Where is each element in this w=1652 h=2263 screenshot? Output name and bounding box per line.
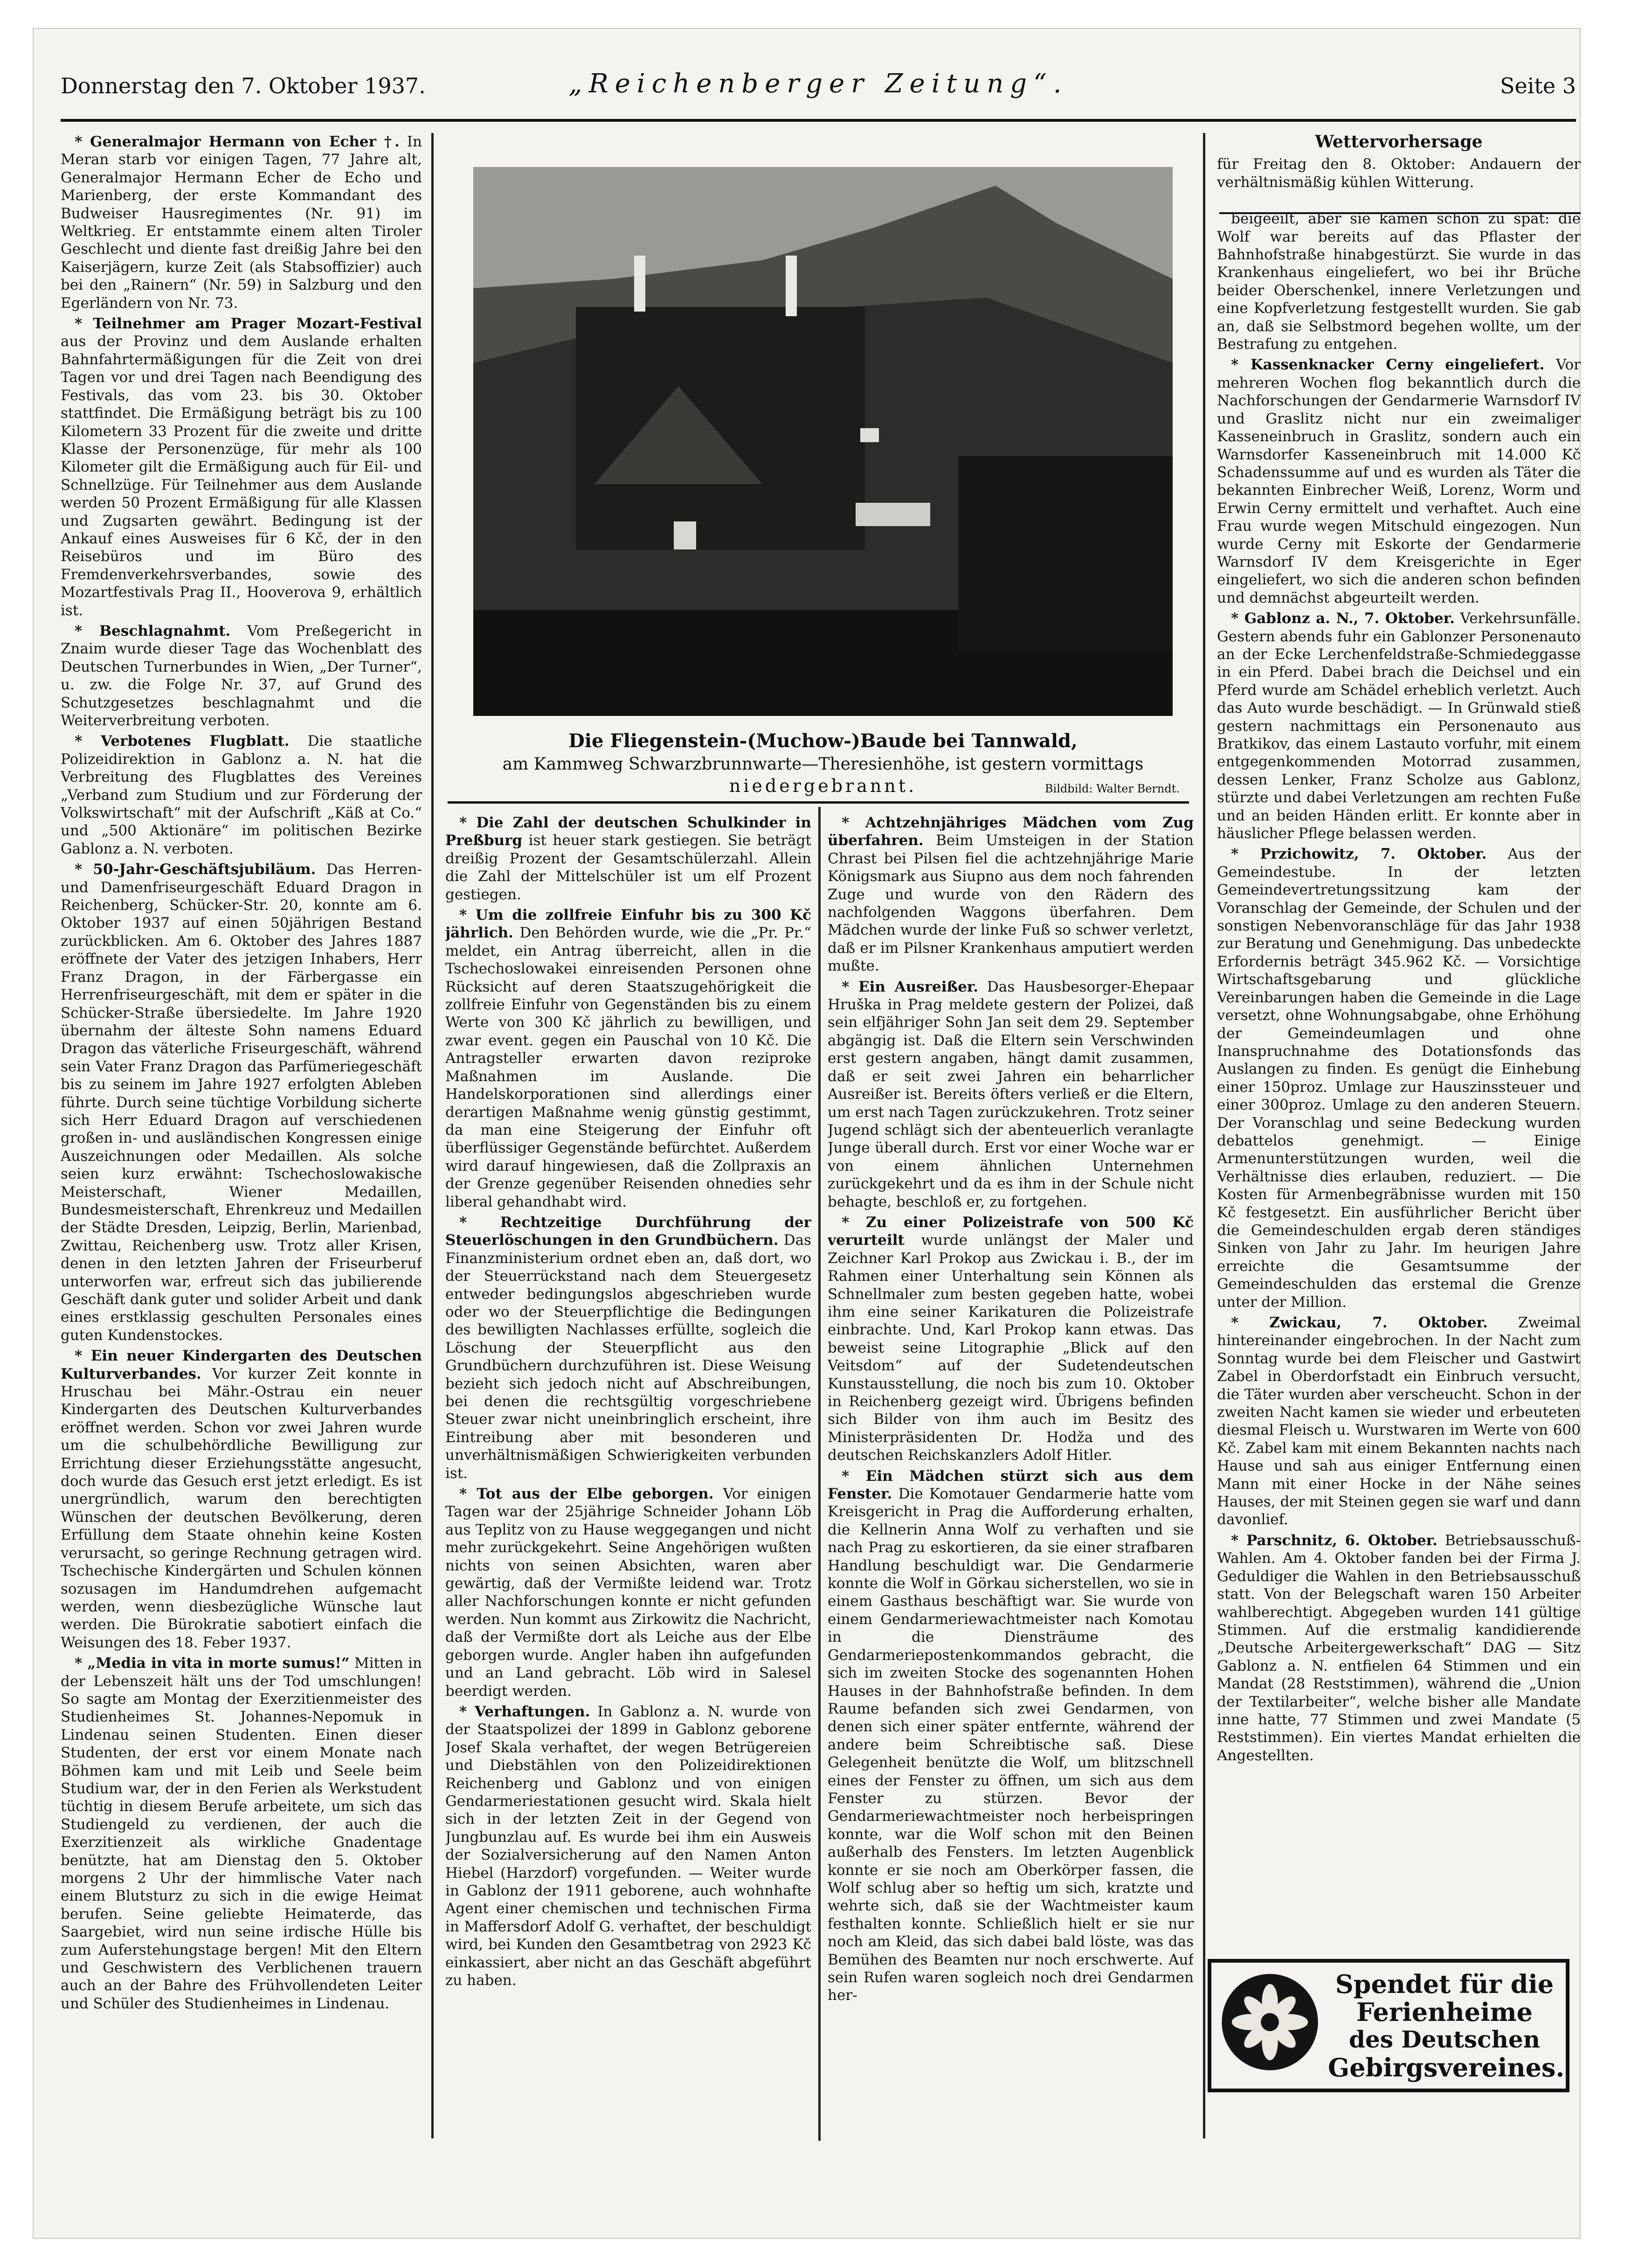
page-header (61, 63, 1576, 110)
article: * Beschlagnahmt. Vom Preßegericht in Znaim wurde dieser Tage das Wochenblatt des Deutschen Turnerbundes in Wien, „Der Turner“, u. zw. die Folge Nr. 37, auf Grund des Schutzgesetzes beschlagnahmt und die Weiterverbreitung verboten. (61, 622, 422, 729)
article: * Achtzehnjähriges Mädchen vom Zug überfahren. Beim Umsteigen in der Station Chrast bei Pilsen fiel die achtzehnjährige Marie Königsmark aus Siupno aus dem noch fahrenden Zuge und wurde von den Rädern des nachfolgenden Waggons überfahren. Dem Mädchen wurde der linke Fuß so schwer verletzt, daß er im Pilsner Krankenhaus amputiert werden mußte. (828, 814, 1194, 975)
caption-line-2: am Kammweg Schwarzbrunnwarte—Theresienhöhe, ist gestern vormittags (502, 755, 1144, 774)
photo-rule (448, 801, 1189, 804)
advertisement-box (1208, 1959, 1569, 2092)
article: * Die Zahl der deutschen Schulkinder in Preßburg ist heuer stark gestiegen. Sie beträgt dreißig Prozent der Gesamtschülerzahl. Allein die Zahl der Mittelschüler ist um elf Prozent gestiegen. (445, 814, 811, 903)
advert-text (1328, 1969, 1565, 2083)
article: * Rechtzeitige Durchführung der Steuerlöschungen in den Grundbüchern. Das Finanzministerium ordnet eben an, daß dort, wo der Steuerrückstand nach dem Steuergesetz entweder bedingungslos abgeschrieben wurde oder wo der Steuerpflichtige die Bedingungen des bewilligten Nachlasses erfüllte, sogleich die Löschung der Steuerpflicht aus den Grundbüchern durchzuführen ist. Diese Weisung bezieht sich jedoch nicht auf Abschreibungen, bei denen die rechtsgültig vorgeschriebene Steuer zwar nicht uneinbringlich erscheint, ihre Eintreibung aber mit besonderen und unverhältnismäßigen Schwierigkeiten verbunden ist. (445, 1214, 811, 1482)
article: * Gablonz a. N., 7. Oktober. Verkehrsunfälle. Gestern abends fuhr ein Gablonzer Personenauto an der Ecke Lerchenfeldstraße-Schmiedeggasse in ein Pferd. Dabei brach die Deichsel und ein Pferd wurde am Schädel erheblich verletzt. Auch das Auto wurde beschädigt. — In Grünwald stieß gestern nachmittags ein Personenauto aus Bratkikov, das einem Lastauto vorfuhr, mit einem entgegenkommenden Motorrad zusammen, dessen Lenker, Franz Scholze aus Gablonz, stürzte und dabei Verletzungen am rechten Fuße und an beiden Händen erlitt. Er konnte aber in häuslicher Pflege belassen werden. (1217, 610, 1581, 842)
article: * Przichowitz, 7. Oktober. Aus der Gemeindestube. In der letzten Gemeindevertretungssitzung kam der Voranschlag der Gemeinde, der Schulen und der sonstigen Nebenvoranschläge für das Jahr 1938 zur Beratung und Genehmigung. Das unbedeckte Erfordernis beträgt 345.962 Kč. — Vorsichtige Wirtschaftsgebarung und glückliche Vereinbarungen haben die Gemeinde in die Lage versetzt, ohne Wohnungsabgabe, ohne Erhöhung der Gemeindeumlagen und ohne Inanspruchnahme des Dotationsfonds das Auslangen zu finden. Es genügt die Einhebung einer 150proz. Umlage zur Hauszinssteuer und einer 300proz. Umlage zu den anderen Steuern. Der Voranschlag und seine Bedeckung wurden debattelos genehmigt. — Einige Armenunterstützungen wurden, weil die Verhältnisse dies erlauben, reduziert. — Die Kosten für Armenbegräbnisse wurden mit 150 Kč festgesetzt. Ein ausführlicher Bericht über die Gemeindeschulden ergab deren ständiges Sinken von Jahr zu Jahr. Im heurigen Jahre erreichte die Gesamtsumme der Gemeindeschulden das erstemal die Grenze unter der Million. (1217, 846, 1581, 1311)
article: * Ein neuer Kindergarten des Deutschen Kulturverbandes. Vor kurzer Zeit konnte in Hruschau bei Mähr.-Ostrau ein neuer Kindergarten des Deutschen Kulturverbandes eröffnet werden. Schon vor zwei Jahren wurde um die schulbehördliche Bewilligung zur Errichtung dieser Erziehungsstätte angesucht, doch wurde das Gesuch erst jetzt erledigt. Es ist unergründlich, warum den berechtigten Wünschen der deutschen Bevölkerung, deren Erfüllung dem Staate ohnehin keine Kosten verursacht, so geringe Rechnung getragen wird. Tschechische Kindergärten und Schulen können sozusagen im Handumdrehen aufgemacht werden, wenn diesbezügliche Wünsche laut werden. Die Bürokratie sabotiert einfach die Weisungen des 18. Feber 1937. (61, 1347, 422, 1651)
photo-caption (466, 730, 1180, 796)
column-3 (828, 814, 1194, 2143)
header-rule (61, 119, 1576, 122)
weather-forecast: für Freitag den 8. Oktober: Andauern der verhältnismäßig kühlen Witterung. (1217, 156, 1581, 191)
article: * Um die zollfreie Einfuhr bis zu 300 Kč jährlich. Den Behörden wurde, wie die „Pr. Pr.“ meldet, ein Antrag überreicht, allen in die Tschechoslowakei einreisenden Personen ohne Rücksicht auf deren Staatszugehörigkeit die zollfreie Einfuhr von Gegenständen bis zu einem Werte von 300 Kč jährlich zu bewilligen, und zwar event. gegen ein Pauschal von 10 Kč. Die Antragsteller erwarten davon reziproke Maßnahmen im Auslande. Die Handelskorporationen sind allerdings einer derartigen Maßnahme wenig günstig gestimmt, da man eine Steigerung der Einfuhr oft überflüssiger Gegenstände befürchtet. Außerdem wird darauf hingewiesen, daß die Zollpraxis an der Grenze gegenüber Reisenden ohnedies sehr liberal gehandhabt wird. (445, 907, 811, 1210)
article: * 50-Jahr-Geschäftsjubiläum. Das Herren- und Damenfriseurgeschäft Eduard Dragon in Reichenberg, Schücker-Str. 20, konnte am 6. Oktober 1937 auf einen 50jährigen Bestand zurückblicken. Am 6. Oktober des Jahres 1887 eröffnete der Vater des jetzigen Inhabers, Herr Franz Dragon, in der Färbergasse ein Herrenfriseurgeschäft, mit dem er später in die Schücker-Straße übersiedelte. Im Jahre 1920 übernahm der älteste Sohn namens Eduard Dragon das väterliche Friseurgeschäft, während sein Vater Franz Dragon das Parfümeriegeschäft bis zu seinem im Jahre 1927 erfolgten Ableben führte. Durch seine tüchtige Vorbildung sicherte sich Herr Eduard Dragon auf verschiedenen großen in- und ausländischen Kongressen einige Auszeichnungen oder Medaillen. Als solche seien kurz erwähnt: Tschechoslowakische Meisterschaft, Wiener Medaillen, Bundesmeisterschaft, Ehrenkreuz und Medaillen der Städte Dresden, Leipzig, Berlin, Marienbad, Zwittau, Reichenberg usw. Trotz aller Krisen, denen in den letzten Jahren der Friseurberuf unterworfen war, erfreut sich das jubilierende Geschäft dank guter und solider Arbeit und dank eines erstklassig geschulten Personales eines guten Kundenstockes. (61, 861, 422, 1344)
article: * Zwickau, 7. Oktober. Zweimal hintereinander eingebrochen. In der Nacht zum Sonntag wurde bei dem Fleischer und Gastwirt Zabel in Oberdorfstadt ein Einbruch versucht, die Täter wurden aber verscheucht. Schon in der zweiten Nacht kamen sie wieder und erbeuteten diesmal Fleisch u. Wurstwaren im Werte von 600 Kč. Zabel kam mit einem Bekannten nachts nach Hause und sah aus einiger Entfernung einen Mann mit einer Hocke in der Nähe seines Hauses, der mit Steinen gegen sie warf und dann davonlief. (1217, 1314, 1581, 1528)
caption-line-1: Die Fliegenstein-(Muchow-)Baude bei Tannwald, (568, 730, 1078, 752)
column-2 (445, 814, 811, 2143)
article: * „Media in vita in morte sumus!“ Mitten in der Lebenszeit hält uns der Tod umschlungen! So sagte am Montag der Exerzitienmeister des Studienheimes St. Johannes-Nepomuk in Lindenau seinen Studenten. Einen dieser Studenten, der erst vor einem Monate nach Böhmen kam und mit Leib und Seele beim Studium war, der in den Ferien als Werkstudent tüchtig in diesem Berufe arbeitete, um sich das Studiengeld zu verdienen, der auch die Exerzitienzeit als wirkliche Gnadentage benützte, hat am Dienstag den 5. Oktober morgens 2 Uhr der himmlische Vater nach einem Blutsturz zu sich in die ewige Heimat berufen. Seine geliebte Heimaterde, das Saargebiet, wird nun seine irdische Hülle bis zum Auferstehungstage bergen! Mit den Eltern und Geschwistern des Verblichenen trauern auch an der Bahre des Frühvollendeten Leiter und Schüler des Studienheimes in Lindenau. (61, 1655, 422, 2012)
article: * Ein Ausreißer. Das Hausbesorger-Ehepaar Hruška in Prag meldete gestern der Polizei, daß sein elfjähriger Sohn Jan seit dem 29. September abgängig ist. Daß die Eltern sein Verschwinden erst gestern angaben, hängt damit zusammen, daß er seit zwei Jahren ein beharrlicher Ausreißer ist. Bereits öfters verließ er die Eltern, um erst nach Tagen zurückzukehren. Trotz seiner Jugend schlägt sich der abenteuerlich veranlagte Junge überall durch. Erst vor einer Woche war er von einem ähnlichen Unternehmen zurückgekehrt und da es ihm in der Schule nicht behagte, beschloß er, zu fortgehen. (828, 978, 1194, 1210)
advert-line: des Deutschen (1348, 2026, 1541, 2053)
page-number: Seite 3 (1500, 73, 1576, 98)
photo-credit: Bildbild: Walter Berndt. (1044, 782, 1180, 795)
weather-title: Wettervorhersage (1315, 133, 1483, 152)
article-continuation: beigeeilt, aber sie kamen schon zu spät: die Wolf war bereits auf das Pflaster der Bahnhofstraße hinabgestürzt. Sie wurde in das Krankenhaus eingeliefert, wo bei ihr Brüche beider Oberschenkel, innere Verletzungen und eine Kopfverletzung festgestellt wurden. Sie gab an, daß sie Selbstmord begehen wollte, um der Bestrafung zu entgehen. (1217, 210, 1581, 353)
caption-line-3: niedergebrannt. (729, 776, 917, 796)
advert-line: Ferienheime (1356, 1997, 1533, 2027)
newspaper-title: „Reichenberger Zeitung“. (568, 69, 1068, 99)
column-1 (61, 133, 422, 2138)
baude-photo (473, 167, 1173, 716)
article: * Ein Mädchen stürzt sich aus dem Fenster. Die Komotauer Gendarmerie hatte vom Kreisgericht in Prag die Aufforderung erhalten, die Kellnerin Anna Wolf zu verhaften und sie nach Prag zu eskortieren, da sie einer strafbaren Handlung beschuldigt war. Die Gendarmerie konnte die Wolf in Görkau sicherstellen, wo sie in einem Gasthaus beschäftigt war. Sie wurde von einem Gendarmeriewachtmeister nach Komotau in die Diensträume des Gendarmeriepostenkommandos gebracht, die sich im zweiten Stocke des sogenannten Hohen Hauses in der Bahnhofstraße befinden. In dem Raume befanden sich zwei Gendarmen, von denen sich einer später entfernte, während der andere beim Schreibtische saß. Diese Gelegenheit benützte die Wolf, um blitzschnell eines der Fenster zu öffnen, um sich aus dem Fenster zu stürzen. Bevor der Gendarmeriewachtmeister noch herbeispringen konnte, war die Wolf schon mit den Beinen außerhalb des Fensters. Im letzten Augenblick konnte er sie noch am Oberkörper fassen, die Wolf schlug aber so heftig um sich, kratzte und wehrte sich, daß sie der Wachtmeister kaum festhalten konnte. Schließlich hielt er sie nur noch am Kleid, das sich dabei bald löste, was das Bemühen des Beamten nur noch erschwerte. Auf sein Rufen waren sogleich noch drei Gendarmen her- (828, 1467, 1194, 2004)
article: * Generalmajor Hermann von Echer †. In Meran starb vor einigen Tagen, 77 Jahre alt, Generalmajor Hermann Echer de Echo und Marienberg, der erste Kommandant des Budweiser Hausregimentes (Nr. 91) im Weltkrieg. Er entstammte einem alten Tiroler Geschlecht und diente fast dreißig Jahre bei den Kaiserjägern, kurze Zeit (als Stabsoffizier) auch bei den „Rainern“ (Nr. 59) in Salzburg und den Egerländern von Nr. 73. (61, 133, 422, 312)
column-divider (431, 133, 434, 2138)
advert-line: Spendet für die (1335, 1969, 1554, 1999)
article: * Parschnitz, 6. Oktober. Betriebsausschuß-Wahlen. Am 4. Oktober fanden bei der Firma J. Geduldiger die Wahlen in den Betriebsausschuß statt. Von der Belegschaft waren 150 Arbeiter wahlberechtigt. Abgegeben wurden 141 gültige Stimmen. Auf die erstmalig kandidierende „Deutsche Arbeitergewerkschaft“ DAG — Sitz Gablonz a. N. entfielen 64 Stimmen und ein Mandat (28 Reststimmen), während die „Union der Textilarbeiter“, welche bisher alle Mandate inne hatte, 77 Stimmen und zwei Mandate (5 Reststimmen). Ein viertes Mandat erhielten die Angestellten. (1217, 1532, 1581, 1764)
column-divider (818, 807, 821, 2141)
column-4 (1217, 133, 1581, 1952)
header-date: Donnerstag den 7. Oktober 1937. (61, 73, 426, 98)
column-divider (1203, 133, 1205, 2138)
article: * Verbotenes Flugblatt. Die staatliche Polizeidirektion in Gablonz a. N. hat die Verbreitung des Flugblattes des Vereines „Verband zum Studium und zur Förderung der Volkswirtschaft“ mit der Aufschrift „Käß at Co.“ und „500 Aktionäre“ im politischen Bezirke Gablonz a. N. verboten. (61, 733, 422, 857)
article: * Kassenknacker Cerny eingeliefert. Vor mehreren Wochen flog bekanntlich durch die Nachforschungen der Gendarmerie Warnsdorf IV und Graslitz nicht nur ein zweimaliger Kasseneinbruch in Graslitz, sondern auch ein Warnsdorfer Kasseneinbruch mit 14.000 Kč Schadenssumme auf und es wurden als Täter die bekannten Einbrecher Weiß, Lorenz, Worm und Erwin Cerny ermittelt und verhaftet. Auch eine Frau wurde wegen Mitschuld eingezogen. Nun wurde Cerny mit Eskorte der Gendarmerie Warnsdorf IV dem Kreisgerichte in Eger eingeliefert, wo sich die anderen schon befinden und demnächst abgeurteilt werden. (1217, 356, 1581, 606)
article: * Verhaftungen. In Gablonz a. N. wurde von der Staatspolizei der 1899 in Gablonz geborene Josef Skala verhaftet, der wegen Betrügereien und Diebstählen von den Polizeidirektionen Reichenberg und Gablonz und von einigen Gendarmeriestationen gesucht wird. Skala hielt sich in der letzten Zeit in der Gegend von Jungbunzlau auf. Es wurde bei ihm ein Ausweis der Sozialversicherung auf den Namen Anton Hiebel (Harzdorf) vorgefunden. — Weiter wurde in Gablonz der 1911 geborene, auch wohnhafte Agent einer chemischen und technischen Firma in Maffersdorf Adolf G. verhaftet, der beschuldigt wird, bei Kunden den Gesamtbetrag von 2923 Kč einkassiert, aber nicht an das Geschäft abgeführt zu haben. (445, 1703, 811, 1989)
article: * Tot aus der Elbe geborgen. Vor einigen Tagen war der 25jährige Schneider Johann Löb aus Teplitz von zu Hause weggegangen und nicht mehr zurückgekehrt. Seine Angehörigen wußten nichts von seinen Absichten, waren aber gewärtig, daß der Vermißte leidend war. Trotz aller Nachforschungen konnte er nicht gefunden werden. Nun kommt aus Zirkowitz die Nachricht, daß der Vermißte dort als Leiche aus der Elbe geborgen wurde. Angler haben ihn aufgefunden und an Land gebracht. Löb wird in Salesel beerdigt werden. (445, 1486, 811, 1700)
edelweiss-emblem-icon (1220, 1972, 1320, 2072)
advert-line: Gebirgsvereines. (1328, 2053, 1565, 2083)
photo-image (473, 167, 1173, 716)
article: * Zu einer Polizeistrafe von 500 Kč verurteilt wurde unlängst der Maler und Zeichner Karl Prokop aus Zwickau i. B., der im Rahmen einer Unterhaltung sein Können als Schnellmaler zum besten gegeben hatte, wobei ihm eine seiner Karikaturen die Polizeistrafe einbrachte. Und, Karl Prokop kann etwas. Das beweist seine Litographie „Blick auf den Veitsdom“ auf der Sudetendeutschen Kunstausstellung, die noch bis zum 10. Oktober in Reichenberg gezeigt wird. Übrigens befinden sich Bilder von ihm auch im Besitz des Ministerpräsidenten Dr. Hodža und des deutschen Reichskanzlers Adolf Hitler. (828, 1214, 1194, 1464)
article: * Teilnehmer am Prager Mozart-Festival aus der Provinz und dem Auslande erhalten Bahnfahrtermäßigungen für die Zeit von drei Tagen vor und drei Tagen nach Beendigung des Festivals, das vom 23. bis 30. Oktober stattfindet. Die Ermäßigung beträgt bis zu 100 Kilometern 33 Prozent für die zweite und dritte Klasse der Personenzüge, für mehr als 100 Kilometer gilt die Ermäßigung auch für Eil- und Schnellzüge. Für Teilnehmer aus dem Auslande werden 50 Prozent Ermäßigung für alle Klassen und Zugsarten gewährt. Bedingung ist der Ankauf eines Ausweises für 6 Kč, der in den Reisebüros und im Büro des Fremdenverkehrsverbandes, sowie des Mozartfestivals Prag II., Hooverova 9, erhältlich ist. (61, 315, 422, 619)
